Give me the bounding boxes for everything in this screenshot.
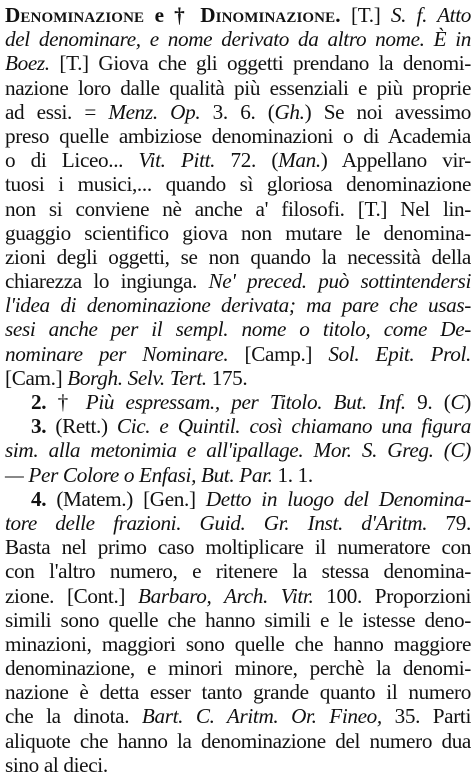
entry-line: preso quelle ambiziose denominazioni o di Academia — [5, 123, 471, 148]
sense-3 — [5, 414, 471, 487]
head-variant: Dinominazione. — [200, 3, 341, 27]
entry-line: — Per Colore o Enfasi, But. Par. 1. 1. — [5, 462, 313, 487]
sense-number: 4. — [31, 486, 47, 511]
entry-line: tore delle frazioni. Guid. Gr. Inst. d'Aritm. 79. — [5, 510, 471, 535]
sense-4 — [5, 487, 471, 777]
entry-line: che la dinota. Bart. C. Aritm. Or. Fineo, 35. Parti — [5, 704, 471, 729]
entry-line: minazioni, maggiori sono quelle che hanno maggiore — [5, 631, 471, 656]
entry-line: nazione loro dalle qualità più essenziali e più proprie — [5, 75, 471, 100]
entry-line: nazione è detta esser tanto grande quanto il numero — [5, 680, 471, 705]
entry-line: sesi anche per il sempl. nome o titolo, come De- — [5, 317, 471, 342]
sense-1 — [5, 3, 471, 390]
sense-2 — [5, 390, 471, 414]
entry-line: chiarezza lo ingiunga. Ne' preced. può sottintendersi — [5, 269, 471, 294]
sense-number: 3. — [31, 414, 47, 439]
entry-line: sino al dieci. — [5, 752, 108, 777]
entry-line: tuosi i musici,... quando sì gloriosa denominazione — [5, 172, 471, 197]
entry-line: guaggio scientifico giova non mutare le denomina- — [5, 220, 471, 245]
entry-line: Basta nel primo caso moltiplicare il numeratore con — [5, 535, 471, 560]
entry-line: denominazione, e minori minore, perchè la denomi- — [5, 656, 471, 681]
entry-line: 4. (Matem.) [Gen.] Detto in luogo del Denomina- — [31, 486, 471, 511]
entry-line: o di Liceo... Vit. Pitt. 72. (Man.) Appellano vir- — [5, 148, 471, 173]
entry-line: ad essi. = Menz. Op. 3. 6. (Gh.) Se noi avessimo — [5, 99, 471, 124]
entry-line: simili sono quelle che hanno simili e le istesse deno- — [5, 607, 471, 632]
entry-line: del denominare, e nome derivato da altro nome. È in — [5, 27, 471, 52]
entry-line: 3. (Rett.) Cic. e Quintil. così chiamano una figura — [31, 414, 471, 439]
entry-line: non si conviene nè anche a' filosofi. [T.] Nel lin- — [5, 196, 471, 221]
entry-line: aliquote che hanno la denominazione del numero dua — [5, 728, 471, 753]
entry-line: sim. alla metonimia e all'ipallage. Mor. S. Greg. (C) — [5, 438, 471, 463]
entry-line: l'idea di denominazione derivata; ma pare che usas- — [5, 293, 471, 318]
entry-line: con l'altro numero, e ritenere la stessa denomina- — [5, 559, 471, 584]
entry-line: zione. [Cont.] Barbaro, Arch. Vitr. 100. Proporzioni — [5, 583, 471, 608]
entry-line: nominare per Nominare. [Camp.] Sol. Epit. Prol. — [5, 341, 471, 366]
entry-line: 2. † Più espressam., per Titolo. But. Inf. 9. (C) — [31, 390, 471, 414]
entry-line: Denominazione e † Dinominazione. [T.] S. f. Atto — [5, 3, 471, 27]
entry-line: zioni degli oggetti, se non quando la necessità della — [5, 244, 471, 269]
entry-line: [Cam.] Borgh. Selv. Tert. 175. — [5, 365, 248, 390]
sense-number: 2. — [31, 390, 47, 414]
entry-line: Boez. [T.] Giova che gli oggetti prendano la denomi- — [5, 51, 471, 76]
head-word: Denominazione — [5, 3, 145, 27]
